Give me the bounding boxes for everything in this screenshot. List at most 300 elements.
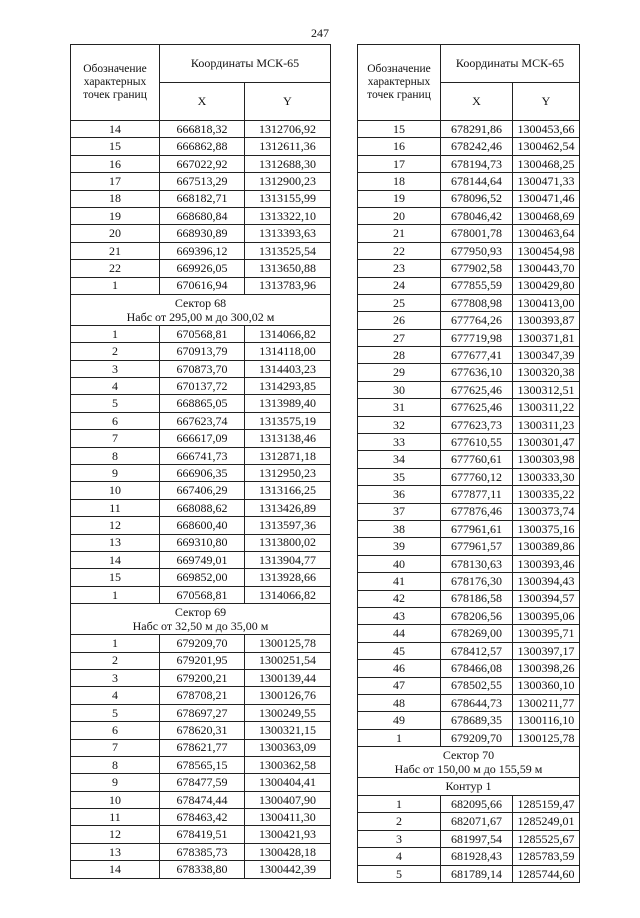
point-number-cell: 47 (358, 677, 441, 694)
table-row (358, 555, 580, 572)
x-coordinate-cell: 678096,52 (441, 190, 513, 207)
point-number-cell: 30 (358, 381, 441, 398)
point-number-cell: 26 (358, 312, 441, 329)
y-coordinate-cell: 1300139,44 (245, 669, 331, 686)
table-row (71, 378, 331, 395)
point-number-cell: 42 (358, 590, 441, 607)
x-coordinate-cell: 678477,59 (160, 774, 245, 791)
table-row (358, 364, 580, 381)
x-coordinate-cell: 678186,58 (441, 590, 513, 607)
point-number-cell: 8 (71, 756, 160, 773)
x-coordinate-cell: 668600,40 (160, 517, 245, 534)
y-coordinate-cell: 1300126,76 (245, 687, 331, 704)
table-row (358, 399, 580, 416)
x-coordinate-cell: 677808,98 (441, 294, 513, 311)
point-number-cell: 11 (71, 499, 160, 516)
point-number-cell: 10 (71, 482, 160, 499)
x-coordinate-cell: 666906,35 (160, 465, 245, 482)
x-coordinate-cell: 678046,42 (441, 207, 513, 224)
point-number-cell: 45 (358, 642, 441, 659)
point-number-cell: 43 (358, 607, 441, 624)
point-number-cell: 25 (358, 294, 441, 311)
y-coordinate-cell: 1300362,58 (245, 756, 331, 773)
table-row (71, 447, 331, 464)
point-number-cell: 2 (71, 652, 160, 669)
y-coordinate-cell: 1313166,25 (245, 482, 331, 499)
section-heading (358, 778, 580, 796)
point-number-cell: 3 (358, 830, 441, 847)
x-coordinate-cell: 666818,32 (160, 121, 245, 138)
x-coordinate-cell: 677961,61 (441, 520, 513, 537)
coordinates-table-left (70, 44, 331, 879)
x-coordinate-cell: 678206,56 (441, 607, 513, 624)
header-coordinates: Координаты МСК-65 (160, 45, 331, 83)
table-row (358, 865, 580, 882)
x-coordinate-cell: 670568,81 (160, 586, 245, 603)
x-coordinate-cell: 681997,54 (441, 830, 513, 847)
y-coordinate-cell: 1300442,39 (245, 861, 331, 878)
section-heading-row (358, 747, 580, 778)
y-coordinate-cell: 1300373,74 (513, 503, 580, 520)
point-number-cell: 5 (71, 395, 160, 412)
section-heading-row (358, 778, 580, 796)
point-number-cell: 2 (358, 813, 441, 830)
y-coordinate-cell: 1313597,36 (245, 517, 331, 534)
y-coordinate-cell: 1300393,46 (513, 555, 580, 572)
point-number-cell: 48 (358, 694, 441, 711)
table-row (358, 520, 580, 537)
table-row (71, 190, 331, 207)
y-coordinate-cell: 1300468,25 (513, 155, 580, 172)
table-row (71, 242, 331, 259)
y-coordinate-cell: 1314293,85 (245, 378, 331, 395)
table-row (71, 586, 331, 603)
y-coordinate-cell: 1313322,10 (245, 207, 331, 224)
x-coordinate-cell: 677625,46 (441, 381, 513, 398)
x-coordinate-cell: 677677,41 (441, 347, 513, 364)
table-row (71, 430, 331, 447)
header-coordinates: Координаты МСК-65 (441, 45, 580, 83)
x-coordinate-cell: 678176,30 (441, 573, 513, 590)
point-number-cell: 1 (71, 586, 160, 603)
x-coordinate-cell: 677961,57 (441, 538, 513, 555)
y-coordinate-cell: 1285525,67 (513, 830, 580, 847)
y-coordinate-cell: 1300428,18 (245, 843, 331, 860)
table-row (358, 155, 580, 172)
point-number-cell: 4 (358, 848, 441, 865)
section-title: Контур 1 (445, 779, 492, 794)
point-number-cell: 21 (358, 225, 441, 242)
y-coordinate-cell: 1300249,55 (245, 704, 331, 721)
table-row (358, 312, 580, 329)
x-coordinate-cell: 678466,08 (441, 660, 513, 677)
table-row (358, 503, 580, 520)
table-row (358, 590, 580, 607)
x-coordinate-cell: 681789,14 (441, 865, 513, 882)
point-number-cell: 35 (358, 468, 441, 485)
point-number-cell: 18 (358, 173, 441, 190)
x-coordinate-cell: 678644,73 (441, 694, 513, 711)
y-coordinate-cell: 1300454,98 (513, 242, 580, 259)
point-number-cell: 22 (71, 260, 160, 277)
x-coordinate-cell: 669310,80 (160, 534, 245, 551)
point-number-cell: 36 (358, 486, 441, 503)
y-coordinate-cell: 1300394,43 (513, 573, 580, 590)
y-coordinate-cell: 1300363,09 (245, 739, 331, 756)
x-coordinate-cell: 677764,26 (441, 312, 513, 329)
point-number-cell: 6 (71, 412, 160, 429)
table-row (358, 329, 580, 346)
section-heading-row (71, 604, 331, 635)
x-coordinate-cell: 678385,73 (160, 843, 245, 860)
x-coordinate-cell: 666617,09 (160, 430, 245, 447)
x-coordinate-cell: 681928,43 (441, 848, 513, 865)
x-coordinate-cell: 678620,31 (160, 722, 245, 739)
table-row (358, 694, 580, 711)
x-coordinate-cell: 678565,15 (160, 756, 245, 773)
point-number-cell: 1 (71, 277, 160, 294)
y-coordinate-cell: 1300320,38 (513, 364, 580, 381)
section-heading (71, 294, 331, 325)
table-row (71, 861, 331, 878)
point-number-cell: 13 (71, 843, 160, 860)
point-number-cell: 13 (71, 534, 160, 551)
table-row (71, 843, 331, 860)
point-number-cell: 1 (71, 635, 160, 652)
x-coordinate-cell: 670616,94 (160, 277, 245, 294)
point-number-cell: 14 (71, 551, 160, 568)
x-coordinate-cell: 669926,05 (160, 260, 245, 277)
y-coordinate-cell: 1312950,23 (245, 465, 331, 482)
y-coordinate-cell: 1300303,98 (513, 451, 580, 468)
x-coordinate-cell: 677760,12 (441, 468, 513, 485)
y-coordinate-cell: 1300429,80 (513, 277, 580, 294)
x-coordinate-cell: 678474,44 (160, 791, 245, 808)
y-coordinate-cell: 1312871,18 (245, 447, 331, 464)
y-coordinate-cell: 1313575,19 (245, 412, 331, 429)
point-number-cell: 29 (358, 364, 441, 381)
point-number-cell: 39 (358, 538, 441, 555)
table-row (358, 813, 580, 830)
point-number-cell: 12 (71, 826, 160, 843)
table-row (71, 412, 331, 429)
x-coordinate-cell: 677877,11 (441, 486, 513, 503)
point-number-cell: 44 (358, 625, 441, 642)
y-coordinate-cell: 1313783,96 (245, 277, 331, 294)
table-row (71, 343, 331, 360)
table-row (71, 482, 331, 499)
point-number-cell: 18 (71, 190, 160, 207)
x-coordinate-cell: 666741,73 (160, 447, 245, 464)
table-row (358, 642, 580, 659)
table-row (71, 569, 331, 586)
y-coordinate-cell: 1285783,59 (513, 848, 580, 865)
point-number-cell: 46 (358, 660, 441, 677)
y-coordinate-cell: 1314118,00 (245, 343, 331, 360)
y-coordinate-cell: 1300301,47 (513, 434, 580, 451)
x-coordinate-cell: 669852,00 (160, 569, 245, 586)
y-coordinate-cell: 1300321,15 (245, 722, 331, 739)
section-heading (358, 747, 580, 778)
point-number-cell: 37 (358, 503, 441, 520)
table-row (71, 687, 331, 704)
point-number-cell: 16 (71, 155, 160, 172)
y-coordinate-cell: 1300311,23 (513, 416, 580, 433)
y-coordinate-cell: 1312688,30 (245, 155, 331, 172)
table-row (71, 774, 331, 791)
x-coordinate-cell: 678502,55 (441, 677, 513, 694)
x-coordinate-cell: 667022,92 (160, 155, 245, 172)
section-title: Сектор 69 (174, 605, 227, 620)
table-row (71, 635, 331, 652)
table-row (358, 573, 580, 590)
x-coordinate-cell: 678463,42 (160, 809, 245, 826)
x-coordinate-cell: 678269,00 (441, 625, 513, 642)
y-coordinate-cell: 1313155,99 (245, 190, 331, 207)
table-row (358, 434, 580, 451)
x-coordinate-cell: 677760,61 (441, 451, 513, 468)
point-number-cell: 8 (71, 447, 160, 464)
y-coordinate-cell: 1313393,63 (245, 225, 331, 242)
point-number-cell: 14 (71, 861, 160, 878)
y-coordinate-cell: 1312900,23 (245, 173, 331, 190)
x-coordinate-cell: 669396,12 (160, 242, 245, 259)
point-number-cell: 40 (358, 555, 441, 572)
table-row (358, 225, 580, 242)
x-coordinate-cell: 666862,88 (160, 138, 245, 155)
x-coordinate-cell: 670913,79 (160, 343, 245, 360)
point-number-cell: 22 (358, 242, 441, 259)
x-coordinate-cell: 668930,89 (160, 225, 245, 242)
y-coordinate-cell: 1285249,01 (513, 813, 580, 830)
point-number-cell: 9 (71, 774, 160, 791)
y-coordinate-cell: 1300347,39 (513, 347, 580, 364)
table-row (71, 809, 331, 826)
table-row (71, 260, 331, 277)
x-coordinate-cell: 677950,93 (441, 242, 513, 259)
point-number-cell: 10 (71, 791, 160, 808)
table-row (71, 826, 331, 843)
point-number-cell: 7 (71, 739, 160, 756)
x-coordinate-cell: 678242,46 (441, 138, 513, 155)
x-coordinate-cell: 670568,81 (160, 325, 245, 342)
header-y: Y (245, 83, 331, 121)
x-coordinate-cell: 678001,78 (441, 225, 513, 242)
point-number-cell: 4 (71, 378, 160, 395)
point-number-cell: 3 (71, 669, 160, 686)
section-heading (71, 604, 331, 635)
table-row (358, 712, 580, 729)
x-coordinate-cell: 667623,74 (160, 412, 245, 429)
point-number-cell: 5 (71, 704, 160, 721)
point-number-cell: 12 (71, 517, 160, 534)
header-x: X (160, 83, 245, 121)
point-number-cell: 5 (358, 865, 441, 882)
y-coordinate-cell: 1300395,71 (513, 625, 580, 642)
point-number-cell: 34 (358, 451, 441, 468)
x-coordinate-cell: 668088,62 (160, 499, 245, 516)
x-coordinate-cell: 678697,27 (160, 704, 245, 721)
y-coordinate-cell: 1300463,64 (513, 225, 580, 242)
table-row (358, 190, 580, 207)
table-row (358, 607, 580, 624)
table-row (71, 517, 331, 534)
table-row (358, 381, 580, 398)
y-coordinate-cell: 1314403,23 (245, 360, 331, 377)
x-coordinate-cell: 677623,73 (441, 416, 513, 433)
table-row (358, 207, 580, 224)
point-number-cell: 15 (358, 121, 441, 138)
table-row (358, 468, 580, 485)
table-row (71, 225, 331, 242)
y-coordinate-cell: 1300398,26 (513, 660, 580, 677)
y-coordinate-cell: 1300462,54 (513, 138, 580, 155)
point-number-cell: 49 (358, 712, 441, 729)
point-number-cell: 19 (71, 207, 160, 224)
x-coordinate-cell: 677636,10 (441, 364, 513, 381)
table-row (358, 173, 580, 190)
x-coordinate-cell: 679209,70 (441, 729, 513, 746)
point-number-cell: 23 (358, 260, 441, 277)
section-subtitle: Набс от 295,00 м до 300,02 м (126, 309, 275, 324)
y-coordinate-cell: 1300312,51 (513, 381, 580, 398)
x-coordinate-cell: 669749,01 (160, 551, 245, 568)
table-row (358, 830, 580, 847)
y-coordinate-cell: 1300251,54 (245, 652, 331, 669)
y-coordinate-cell: 1300389,86 (513, 538, 580, 555)
x-coordinate-cell: 670873,70 (160, 360, 245, 377)
table-row (71, 669, 331, 686)
y-coordinate-cell: 1300468,69 (513, 207, 580, 224)
x-coordinate-cell: 678144,64 (441, 173, 513, 190)
table-row (71, 704, 331, 721)
table-row (358, 260, 580, 277)
y-coordinate-cell: 1300360,10 (513, 677, 580, 694)
x-coordinate-cell: 678708,21 (160, 687, 245, 704)
table-row (71, 499, 331, 516)
x-coordinate-cell: 678419,51 (160, 826, 245, 843)
table-row (358, 138, 580, 155)
table-row (71, 791, 331, 808)
table-row (71, 360, 331, 377)
point-number-cell: 20 (358, 207, 441, 224)
point-number-cell: 15 (71, 569, 160, 586)
table-row (358, 451, 580, 468)
y-coordinate-cell: 1314066,82 (245, 586, 331, 603)
x-coordinate-cell: 677625,46 (441, 399, 513, 416)
x-coordinate-cell: 678130,63 (441, 555, 513, 572)
point-number-cell: 27 (358, 329, 441, 346)
header-x: X (441, 83, 513, 121)
point-number-cell: 28 (358, 347, 441, 364)
y-coordinate-cell: 1285744,60 (513, 865, 580, 882)
y-coordinate-cell: 1300471,46 (513, 190, 580, 207)
y-coordinate-cell: 1300413,00 (513, 294, 580, 311)
point-number-cell: 7 (71, 430, 160, 447)
y-coordinate-cell: 1300443,70 (513, 260, 580, 277)
y-coordinate-cell: 1300335,22 (513, 486, 580, 503)
y-coordinate-cell: 1300125,78 (513, 729, 580, 746)
table-row (358, 677, 580, 694)
x-coordinate-cell: 678338,80 (160, 861, 245, 878)
table-row (358, 242, 580, 259)
table-row (358, 121, 580, 138)
x-coordinate-cell: 679200,21 (160, 669, 245, 686)
point-number-cell: 9 (71, 465, 160, 482)
x-coordinate-cell: 678291,86 (441, 121, 513, 138)
x-coordinate-cell: 682071,67 (441, 813, 513, 830)
y-coordinate-cell: 1300125,78 (245, 635, 331, 652)
y-coordinate-cell: 1300311,22 (513, 399, 580, 416)
x-coordinate-cell: 668182,71 (160, 190, 245, 207)
table-row (71, 465, 331, 482)
table-row (71, 652, 331, 669)
y-coordinate-cell: 1313138,46 (245, 430, 331, 447)
y-coordinate-cell: 1300404,41 (245, 774, 331, 791)
y-coordinate-cell: 1313989,40 (245, 395, 331, 412)
y-coordinate-cell: 1300471,33 (513, 173, 580, 190)
table-row (358, 416, 580, 433)
table-row (71, 756, 331, 773)
x-coordinate-cell: 667513,29 (160, 173, 245, 190)
point-number-cell: 33 (358, 434, 441, 451)
x-coordinate-cell: 668865,05 (160, 395, 245, 412)
x-coordinate-cell: 682095,66 (441, 796, 513, 813)
section-subtitle: Набс от 150,00 м до 155,59 м (394, 762, 543, 777)
table-row (71, 173, 331, 190)
point-number-cell: 4 (71, 687, 160, 704)
point-number-cell: 32 (358, 416, 441, 433)
x-coordinate-cell: 677719,98 (441, 329, 513, 346)
y-coordinate-cell: 1300395,06 (513, 607, 580, 624)
y-coordinate-cell: 1313426,89 (245, 499, 331, 516)
point-number-cell: 24 (358, 277, 441, 294)
y-coordinate-cell: 1314066,82 (245, 325, 331, 342)
x-coordinate-cell: 678689,35 (441, 712, 513, 729)
left-table-body (71, 121, 331, 879)
point-number-cell: 17 (71, 173, 160, 190)
y-coordinate-cell: 1312611,36 (245, 138, 331, 155)
x-coordinate-cell: 679201,95 (160, 652, 245, 669)
y-coordinate-cell: 1300397,17 (513, 642, 580, 659)
y-coordinate-cell: 1300116,10 (513, 712, 580, 729)
header-point-label: Обозначение характерных точек границ (358, 45, 441, 121)
point-number-cell: 14 (71, 121, 160, 138)
y-coordinate-cell: 1300393,87 (513, 312, 580, 329)
point-number-cell: 20 (71, 225, 160, 242)
x-coordinate-cell: 678621,77 (160, 739, 245, 756)
table-row (358, 347, 580, 364)
point-number-cell: 11 (71, 809, 160, 826)
x-coordinate-cell: 678412,57 (441, 642, 513, 659)
table-row (358, 486, 580, 503)
point-number-cell: 1 (358, 796, 441, 813)
section-title: Сектор 68 (174, 295, 227, 310)
x-coordinate-cell: 678194,73 (441, 155, 513, 172)
y-coordinate-cell: 1300333,30 (513, 468, 580, 485)
y-coordinate-cell: 1300375,16 (513, 520, 580, 537)
point-number-cell: 2 (71, 343, 160, 360)
table-row (71, 395, 331, 412)
y-coordinate-cell: 1313800,02 (245, 534, 331, 551)
table-row (71, 739, 331, 756)
coordinates-table-right (357, 44, 580, 883)
y-coordinate-cell: 1313904,77 (245, 551, 331, 568)
point-number-cell: 3 (71, 360, 160, 377)
y-coordinate-cell: 1300394,57 (513, 590, 580, 607)
point-number-cell: 31 (358, 399, 441, 416)
point-number-cell: 16 (358, 138, 441, 155)
